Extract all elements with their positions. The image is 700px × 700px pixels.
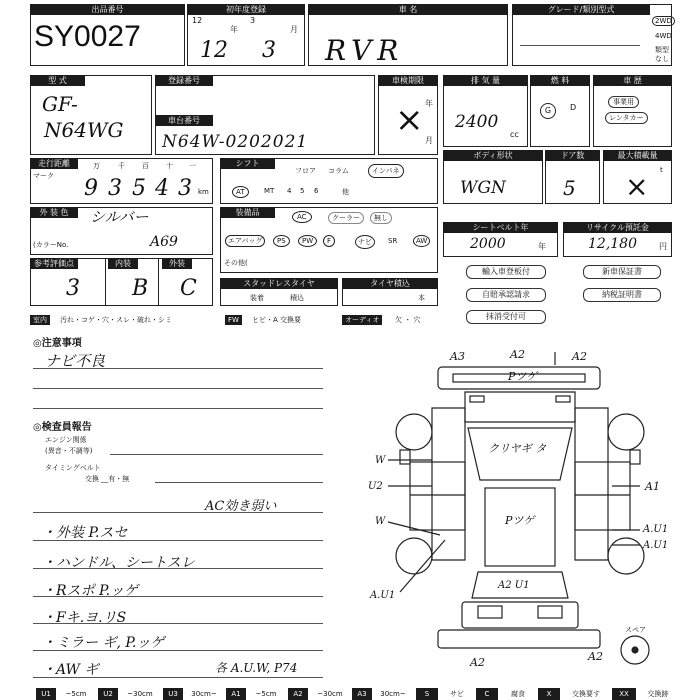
mileage-km: km <box>198 188 209 196</box>
color-no-value: A69 <box>150 234 178 250</box>
remark-3: ・ハンドル、シートスレ <box>42 555 195 571</box>
drive-4wd: 4WD <box>655 32 672 40</box>
legend-code-u2: U2 <box>98 688 118 700</box>
rating-score-label: 参考評価点 <box>30 258 78 269</box>
color-label: 外 装 色 <box>30 207 78 218</box>
mileage-digit-4: 4 <box>155 176 169 201</box>
first-registration-label: 初年度登録 <box>187 4 305 15</box>
audio-items: 欠 ・ 穴 <box>395 316 421 324</box>
legend-text-a1: ~5cm <box>255 690 277 698</box>
shift-dash: インパネ <box>368 164 404 178</box>
label-a2-rear: A2 U1 <box>498 580 530 591</box>
inspector-label: ◎検査員報告 <box>33 422 92 433</box>
remark-4: ・Rスポ P.ッゲ <box>42 583 139 599</box>
inspection-month-unit: 月 <box>425 136 433 145</box>
equipment-label: 装備品 <box>220 207 275 218</box>
legend-code-x: X <box>538 688 560 700</box>
first-reg-month-unit: 月 <box>290 25 298 34</box>
mileage-unit-ju: 十 <box>166 162 173 170</box>
remark-7: ・AW ギ <box>42 662 99 678</box>
body-style-label: ボディ形状 <box>443 150 543 161</box>
first-reg-year-hand: 12 <box>200 38 228 63</box>
label-w-left: W <box>375 455 386 466</box>
drive-2wd: 2WD <box>652 16 675 26</box>
mileage-digit-2: 3 <box>108 176 122 201</box>
model-type-1: GF- <box>42 92 78 116</box>
remark-2: ・外装 P.スセ <box>42 525 128 541</box>
tire-unit: 本 <box>418 294 425 302</box>
equip-aw: AW <box>413 235 430 247</box>
mileage-unit-hyaku: 百 <box>142 162 149 170</box>
fuel-d: D <box>570 103 577 112</box>
shift-4: 4 <box>287 187 292 195</box>
shift-other: 他 <box>342 188 349 196</box>
mileage-digit-5: 3 <box>178 176 192 201</box>
interior-condition-label: 室内 <box>30 315 50 325</box>
label-au1-right: A.U1 <box>643 524 669 535</box>
first-reg-year-unit: 年 <box>230 25 238 34</box>
label-a3-top: A3 <box>450 350 465 363</box>
label-pugu-roof: Pツゲ <box>505 514 535 527</box>
legend-code-u3: U3 <box>163 688 183 700</box>
body-style-value: WGN <box>460 178 506 198</box>
capacity-value: × <box>625 170 649 203</box>
legend-text-a3: 30cm~ <box>380 690 406 698</box>
similar-type: 類型なし <box>655 46 669 63</box>
caution-label: ◎注意事項 <box>33 338 82 349</box>
studless-installed: 装着 <box>250 294 264 302</box>
inspection-year-unit: 年 <box>425 99 433 108</box>
remark-1: AC効き弱い <box>205 499 277 514</box>
label-au1-left: A.U1 <box>370 590 396 601</box>
equip-f: F <box>323 235 335 247</box>
engine-sub: (異音・不調等) <box>45 447 93 455</box>
color-no-label: (カラーNo. <box>33 241 69 249</box>
car-name: RVR <box>325 34 405 67</box>
chassis-value: N64W-0202021 <box>162 132 309 152</box>
lot-number-label: 出品番号 <box>30 4 185 15</box>
doc-manual: 納税証明書 <box>583 288 661 302</box>
recycle-unit: 円 <box>659 242 667 251</box>
inspection-label: 車検期限 <box>378 75 438 86</box>
legend-code-s: S <box>416 688 438 700</box>
rating-exterior-value: C <box>180 276 197 301</box>
fuel-g: G <box>540 103 556 119</box>
label-a2-top-right: A2 <box>572 350 587 363</box>
tire-label: タイヤ積込 <box>342 278 438 289</box>
equip-ps: PS <box>273 235 290 247</box>
capacity-unit: t <box>660 166 663 174</box>
legend-text-u3: 30cm~ <box>191 690 217 698</box>
label-au1-right2: A.U1 <box>643 540 669 551</box>
model-type-label: 型 式 <box>30 75 85 86</box>
shift-mt: MT <box>264 187 275 195</box>
rating-interior-value: B <box>132 276 149 301</box>
legend-text-c: 腐食 <box>511 690 525 698</box>
fw-items: ヒビ・A 交換要 <box>252 316 302 324</box>
color-value: シルバー <box>90 208 149 226</box>
legend-code-a3: A3 <box>352 688 372 700</box>
remark-5: ・Fキ.ヨ.リS <box>42 610 127 626</box>
mileage-unit-sen: 千 <box>118 162 125 170</box>
engine-label: エンジン関係 <box>45 436 87 444</box>
spare-label: スペア <box>625 626 646 634</box>
doc-new-warranty: 新車保証書 <box>583 265 661 279</box>
shift-at: AT <box>232 186 249 198</box>
grade-label: グレード/類別型式 <box>512 4 650 15</box>
doc-import: 輸入車登板付 <box>466 265 546 279</box>
usage-rental: レンタカー <box>605 112 648 124</box>
legend-code-a2: A2 <box>288 688 308 700</box>
legend-text-x: 交換要す <box>572 690 600 698</box>
fuel-label: 燃 料 <box>530 75 590 86</box>
label-a1-right: A1 <box>645 480 660 493</box>
legend-code-xx: XX <box>612 688 636 700</box>
equip-none: 無し <box>370 212 392 224</box>
model-type-2: N64WG <box>44 118 124 142</box>
legend-text-u2: ~30cm <box>127 690 153 698</box>
recycle-value: 12,180 <box>588 236 637 252</box>
doc-cancel: 抹消受付可 <box>466 310 546 324</box>
remark-6: ・ミラー ギ, P.ッゲ <box>42 635 165 651</box>
legend-code-a1: A1 <box>226 688 246 700</box>
equip-sr: SR <box>388 237 398 245</box>
label-a2-top: A2 <box>510 348 525 361</box>
first-reg-month-hand: 3 <box>262 38 276 63</box>
shift-6: 6 <box>314 187 319 195</box>
chassis-label: 車台番号 <box>155 115 213 126</box>
equip-cooler: クーラー <box>328 212 364 224</box>
caution-text: ナビ不良 <box>45 352 106 370</box>
doors-value: 5 <box>563 176 576 200</box>
recycle-label: リサイクル預託金 <box>563 222 672 233</box>
seatbelt-unit: 年 <box>538 242 546 251</box>
reg-number-label: 登録番号 <box>155 75 213 86</box>
usage-label: 車 歴 <box>593 75 672 86</box>
rating-score-value: 3 <box>66 276 80 301</box>
equip-pw: PW <box>298 235 317 247</box>
shift-column: コラム <box>328 167 349 175</box>
mileage-digit-1: 9 <box>84 176 98 201</box>
studless-label: スタッドレスタイヤ <box>220 278 338 289</box>
equip-other-label: その他( <box>224 259 248 267</box>
legend-text-xx: 交換跡 <box>647 690 669 698</box>
doors-label: ドア数 <box>545 150 600 161</box>
fw-label: FW <box>225 315 242 325</box>
car-name-label: 車 名 <box>308 4 508 15</box>
audio-label: オーディオ <box>342 315 382 325</box>
label-glass-note: クリヤギ タ <box>488 442 547 455</box>
shift-label: シフト <box>220 158 275 169</box>
seatbelt-value: 2000 <box>470 236 506 252</box>
legend-code-u1: U1 <box>36 688 56 700</box>
label-w-left2: W <box>375 516 386 527</box>
mileage-digit-3: 5 <box>132 176 146 201</box>
remark-right: 各 A.U.W, P74 <box>215 661 298 675</box>
label-pugu-top: Pツゲ <box>508 370 538 383</box>
mileage-unit-ichi: 一 <box>189 162 196 170</box>
doc-self-cert: 自賠承認請求 <box>466 288 546 302</box>
legend-code-c: C <box>476 688 498 700</box>
label-a2-bottom-right: A2 <box>588 650 603 663</box>
mileage-marker: マーク <box>33 172 54 180</box>
legend-text-a2: ~30cm <box>317 690 343 698</box>
seatbelt-label: シートベルト年 <box>443 222 558 233</box>
usage-business: 事業用 <box>608 96 639 108</box>
label-u2-left: U2 <box>368 481 383 492</box>
legend-text-u1: ~5cm <box>65 690 87 698</box>
mileage-label: 走行距離 <box>30 158 78 169</box>
interior-condition-items: 汚れ・コゲ・穴・スレ・破れ・シミ <box>60 316 172 324</box>
rating-exterior-label: 外装 <box>162 258 192 269</box>
cc-unit: cc <box>510 130 519 139</box>
first-reg-month-printed: 3 <box>250 16 256 25</box>
equip-airbag: エアバッグ <box>225 235 265 247</box>
equip-ac: AC <box>292 211 312 223</box>
rating-interior-label: 内装 <box>108 258 138 269</box>
timing-label: タイミングベルト <box>45 464 101 472</box>
label-a2-bottom: A2 <box>470 656 485 669</box>
studless-stored: 積込 <box>290 294 304 302</box>
shift-floor: フロア <box>295 167 316 175</box>
mileage-unit-man: 万 <box>93 162 100 170</box>
displacement-label: 排 気 量 <box>443 75 528 86</box>
timing-sub: 交換 __有・無 <box>85 475 130 483</box>
lot-number: SY0027 <box>34 20 141 53</box>
legend-text-s: サビ <box>450 690 464 698</box>
inspection-value: × <box>395 100 424 140</box>
shift-5: 5 <box>300 187 305 195</box>
equip-nav: ナビ <box>355 235 375 249</box>
displacement-value: 2400 <box>455 112 499 132</box>
first-reg-year-printed: 12 <box>192 16 203 25</box>
capacity-label: 最大積載量 <box>603 150 672 161</box>
